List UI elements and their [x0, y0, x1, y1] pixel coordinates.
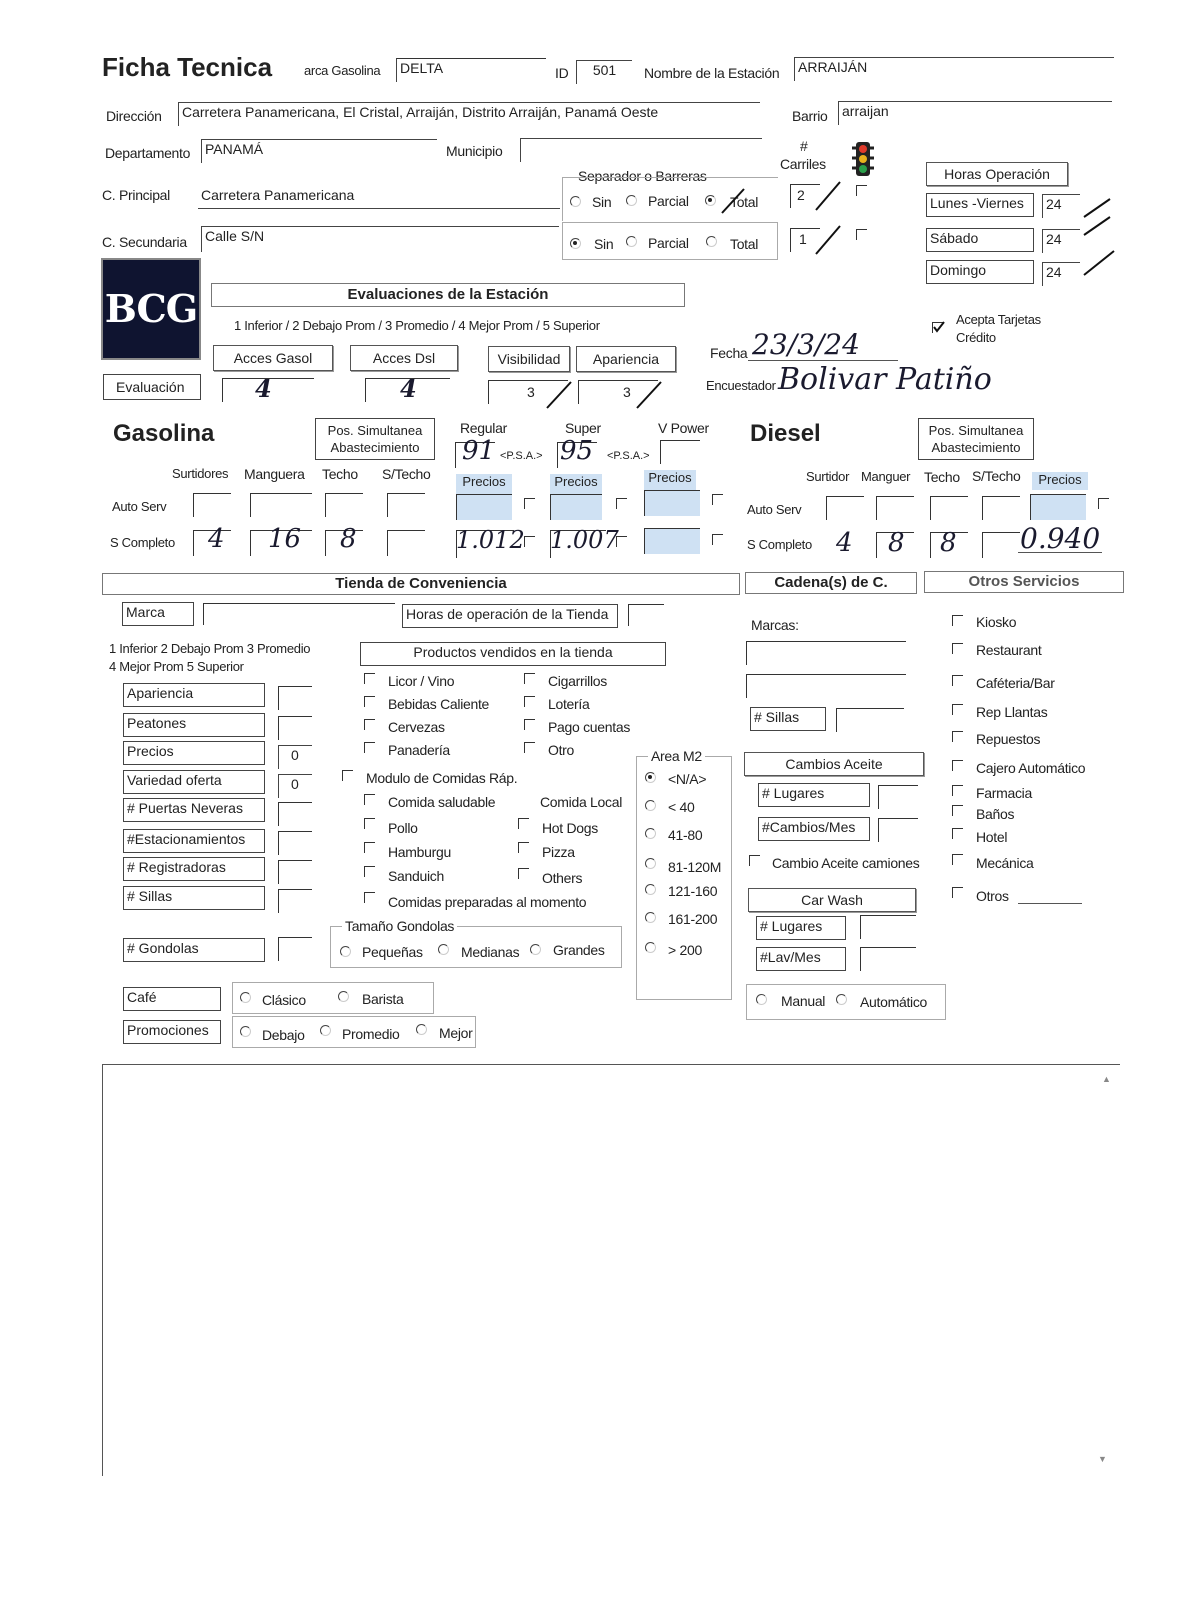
camiones-checkbox[interactable] [749, 855, 760, 866]
pago-label: Pago cuentas [548, 719, 631, 735]
s-completo-label: S Completo [110, 535, 175, 550]
sc-precio-super-value: 1.007 [550, 526, 619, 554]
departamento-field[interactable]: PANAMÁ [201, 139, 437, 163]
area-na-radio[interactable] [645, 772, 656, 783]
as-precio-vpower-field[interactable] [644, 490, 700, 516]
carriles-principal-checkbox[interactable] [856, 185, 867, 196]
banos-label: Baños [976, 806, 1015, 822]
fecha-label: Fecha [710, 345, 748, 361]
modulo-label: Modulo de Comidas Ráp. [366, 770, 518, 786]
area-4-radio[interactable] [645, 884, 656, 895]
apariencia-field[interactable]: 3 [578, 380, 658, 404]
panaderia-label: Panadería [388, 742, 450, 758]
licor-checkbox[interactable] [364, 673, 375, 684]
sanduich-checkbox[interactable] [364, 866, 375, 877]
municipio-label: Municipio [446, 143, 503, 159]
apariencia-button[interactable]: Apariencia [576, 346, 676, 372]
page-title: Ficha Tecnica [102, 52, 273, 82]
lav-mes-field[interactable] [860, 947, 916, 971]
horas-tienda-field[interactable] [628, 604, 664, 626]
sc-surtidores-value: 4 [208, 524, 225, 554]
d-as-checkbox[interactable] [1098, 498, 1109, 509]
as-super-checkbox[interactable] [616, 498, 627, 509]
precios-super-button[interactable]: Precios [550, 474, 602, 494]
area-1-radio[interactable] [645, 800, 656, 811]
precios-regular-button[interactable]: Precios [456, 474, 512, 494]
cambios-mes-label: #Cambios/Mes [758, 817, 870, 841]
cambios-lugares-field[interactable] [878, 785, 918, 809]
cajero-label: Cajero Automático [976, 760, 1086, 776]
diesel-surtidor-label: Surtidor [806, 469, 850, 484]
regular-octane-value: 91 [462, 436, 496, 466]
horas-dom-label: Domingo [926, 260, 1034, 284]
visibilidad-field[interactable]: 3 [488, 380, 568, 404]
kiosko-checkbox[interactable] [952, 615, 963, 626]
principal-field[interactable]: Carretera Panamericana [198, 183, 560, 209]
promedio-radio[interactable] [320, 1025, 331, 1036]
gondolas-field[interactable] [278, 937, 312, 961]
acces-gasol-value: 4 [255, 374, 272, 403]
sep-sin-label: Sin [592, 194, 612, 210]
cw-lugares-field[interactable] [860, 915, 916, 939]
sc-manguera-value: 16 [268, 524, 302, 554]
mecanica-label: Mecánica [976, 855, 1034, 871]
horas-lv-label: Lunes -Viernes [926, 193, 1034, 217]
area-4-label: 121-160 [668, 883, 718, 899]
sep-total-label: Total [730, 194, 759, 210]
mecanica-checkbox[interactable] [952, 854, 963, 865]
diesel-auto-serv-label: Auto Serv [747, 502, 802, 517]
sc-stecho-field[interactable] [387, 530, 425, 556]
checkmark-icon [932, 320, 946, 337]
cajero-checkbox[interactable] [952, 760, 963, 771]
surtidores-label: Surtidores [172, 466, 229, 481]
super-label: Super [565, 420, 601, 436]
automatico-radio[interactable] [836, 994, 847, 1005]
sc-super-checkbox[interactable] [616, 536, 627, 547]
precios-tienda-label: Precios [123, 741, 265, 765]
fecha-value: 23/3/24 [752, 328, 860, 361]
evaluaciones-scale: 1 Inferior / 2 Debajo Prom / 3 Promedio / 4 Mejor Prom / 5 Superior [234, 318, 600, 333]
acces-dsl-value: 4 [400, 374, 417, 403]
cambios-aceite-button[interactable]: Cambios Aceite [744, 752, 924, 776]
manual-radio[interactable] [756, 994, 767, 1005]
area-6-label: > 200 [668, 942, 702, 958]
cigarrillos-checkbox[interactable] [524, 673, 535, 684]
pollo-checkbox[interactable] [364, 818, 375, 829]
diesel-s-completo-label: S Completo [747, 537, 812, 552]
marca-gasolina-field[interactable]: DELTA [396, 58, 546, 82]
d-as-stecho-field[interactable] [982, 496, 1020, 520]
horas-check-marks-icon [1080, 195, 1120, 288]
medianas-radio[interactable] [438, 944, 449, 955]
cambios-mes-field[interactable] [878, 818, 918, 842]
pollo-label: Pollo [388, 820, 418, 836]
bebidas-label: Bebidas Caliente [388, 696, 490, 712]
carriles-hash: # [800, 138, 808, 154]
repuestos-checkbox[interactable] [952, 731, 963, 742]
puertas-field[interactable] [278, 802, 312, 826]
diesel-pos-sim-box: Pos. Simultanea Abastecimiento [918, 418, 1034, 460]
scroll-up-icon[interactable]: ▲ [1102, 1074, 1111, 1084]
area-2-label: 41-80 [668, 827, 703, 843]
d-sc-surtidor-value: 4 [836, 528, 853, 558]
otro-checkbox[interactable] [524, 742, 535, 753]
promociones-label: Promociones [123, 1020, 221, 1044]
others-label: Others [542, 870, 583, 886]
estacionamientos-label: #Estacionamientos [123, 829, 265, 853]
debajo-radio[interactable] [240, 1026, 251, 1037]
carriles-secundaria-check-icon [814, 222, 844, 261]
sep-secundaria-parcial-radio[interactable] [626, 236, 637, 247]
area-title: Area M2 [648, 748, 705, 764]
diesel-manguer-label: Manguer [861, 469, 911, 484]
horas-sab-field[interactable]: 24 [1042, 229, 1080, 253]
diesel-stecho-label: S/Techo [972, 468, 1021, 484]
municipio-field[interactable] [520, 138, 762, 162]
cadena-sillas-label: # Sillas [750, 707, 826, 731]
otro-label: Otro [548, 742, 575, 758]
horas-sab-label: Sábado [926, 228, 1034, 252]
vpower-label: V Power [658, 420, 709, 436]
acepta-tarjetas-label: Acepta Tarjetas [956, 312, 1041, 327]
nombre-estacion-label: Nombre de la Estación [644, 65, 780, 81]
manual-label: Manual [781, 993, 826, 1009]
hotdogs-label: Hot Dogs [542, 820, 598, 836]
evaluacion-label: Evaluación [103, 374, 201, 400]
automatico-label: Automático [860, 994, 928, 1010]
diesel-techo-label: Techo [924, 469, 960, 485]
lav-mes-label: #Lav/Mes [756, 947, 846, 971]
debajo-label: Debajo [262, 1027, 305, 1043]
area-1-label: < 40 [668, 799, 695, 815]
cafeteria-checkbox[interactable] [952, 675, 963, 686]
psa-super-label: <P.S.A.> [607, 450, 650, 462]
area-3-radio[interactable] [645, 858, 656, 869]
pequenas-label: Pequeñas [362, 944, 423, 960]
sc-vpower-checkbox[interactable] [712, 534, 723, 545]
loteria-label: Lotería [548, 696, 590, 712]
secundaria-label: C. Secundaria [102, 234, 187, 250]
credito-label: Crédito [956, 330, 996, 345]
area-5-radio[interactable] [645, 912, 656, 923]
cafeteria-label: Caféteria/Bar [976, 675, 1055, 691]
separador-label: Separador o Barreras [578, 168, 707, 184]
pago-checkbox[interactable] [524, 719, 535, 730]
bcg-logo: BCG [101, 258, 201, 360]
apariencia-tienda-field[interactable] [278, 686, 312, 710]
restaurant-label: Restaurant [976, 642, 1042, 658]
encuestador-label: Encuestador [706, 378, 776, 393]
rep-llantas-label: Rep Llantas [976, 704, 1048, 720]
regular-label: Regular [460, 420, 507, 436]
hotel-label: Hotel [976, 829, 1008, 845]
notes-textarea[interactable] [102, 1064, 1120, 1476]
sc-regular-checkbox[interactable] [524, 536, 535, 547]
cw-lugares-label: # Lugares [756, 916, 846, 940]
as-techo-field[interactable] [325, 493, 363, 517]
as-stecho-field[interactable] [387, 493, 425, 517]
cadena-sillas-field[interactable] [836, 708, 904, 732]
marca-gasolina-label: arca Gasolina [304, 63, 381, 78]
horas-operacion-button[interactable]: Horas Operación [926, 162, 1068, 186]
scroll-down-icon[interactable]: ▼ [1098, 1454, 1107, 1464]
diesel-precios-button[interactable]: Precios [1032, 472, 1088, 490]
peatones-field[interactable] [278, 716, 312, 740]
registradoras-field[interactable] [278, 860, 312, 884]
variedad-label: Variedad oferta [123, 770, 265, 794]
grandes-label: Grandes [553, 942, 605, 958]
medianas-label: Medianas [461, 944, 520, 960]
clasico-radio[interactable] [240, 992, 251, 1003]
sc-precio-vpower-field[interactable] [644, 528, 700, 554]
sep-secundaria-total-radio[interactable] [706, 236, 717, 247]
panaderia-checkbox[interactable] [364, 742, 375, 753]
sep-principal-total-radio[interactable] [705, 195, 716, 206]
sep2-total-label: Total [730, 236, 759, 252]
sc-techo-value: 8 [340, 524, 357, 554]
restaurant-checkbox[interactable] [952, 643, 963, 654]
as-manguera-field[interactable] [250, 493, 312, 517]
direccion-label: Dirección [106, 108, 162, 124]
carriles-secundaria-field[interactable]: 1 [790, 228, 820, 252]
tienda-scale-2: 4 Mejor Prom 5 Superior [109, 659, 244, 674]
mejor-radio[interactable] [416, 1024, 427, 1035]
hamburgu-checkbox[interactable] [364, 842, 375, 853]
cadena-title: Cadena(s) de C. [745, 572, 917, 594]
precios-vpower-button[interactable]: Precios [644, 470, 696, 490]
manguera-label: Manguera [244, 466, 305, 482]
modulo-checkbox[interactable] [342, 770, 353, 781]
car-wash-button[interactable]: Car Wash [748, 888, 916, 912]
barista-label: Barista [362, 991, 404, 1007]
auto-serv-label: Auto Serv [112, 499, 167, 514]
sillas-tienda-label: # Sillas [123, 886, 265, 910]
sillas-tienda-field[interactable] [278, 889, 312, 913]
rep-llantas-checkbox[interactable] [952, 704, 963, 715]
d-as-surtidor-field[interactable] [826, 496, 864, 520]
sep2-sin-label: Sin [594, 236, 614, 252]
barrio-field[interactable]: arraijan [838, 101, 1112, 125]
precios-tienda-field[interactable]: 0 [278, 745, 312, 769]
marcas-field-1[interactable] [746, 641, 906, 665]
cervezas-label: Cervezas [388, 719, 445, 735]
area-5-label: 161-200 [668, 911, 718, 927]
d-sc-manguer-value: 8 [888, 528, 905, 558]
total-checkmark-icon [718, 185, 748, 224]
registradoras-label: # Registradoras [123, 857, 265, 881]
marca-label: Marca [122, 602, 194, 626]
horas-tienda-label: Horas de operación de la Tienda [402, 604, 618, 628]
otros-label: Otros [976, 888, 1009, 904]
nombre-estacion-field[interactable]: ARRAIJÁN [794, 57, 1114, 81]
super-octane-value: 95 [560, 436, 594, 466]
area-na-label: <N/A> [668, 771, 707, 787]
productos-title: Productos vendidos en la tienda [360, 642, 666, 666]
sep-principal-parcial-radio[interactable] [626, 195, 637, 206]
d-sc-precio-underline [1018, 552, 1102, 553]
otros-servicios-title: Otros Servicios [924, 571, 1124, 593]
visibilidad-check-icon [545, 380, 575, 413]
saludable-checkbox[interactable] [364, 794, 375, 805]
pequenas-radio[interactable] [340, 946, 351, 957]
horas-lv-field[interactable]: 24 [1042, 194, 1080, 218]
horas-dom-field[interactable]: 24 [1042, 262, 1080, 286]
id-field[interactable]: 501 [576, 60, 632, 84]
psa-regular-label: <P.S.A.> [500, 450, 543, 462]
sanduich-label: Sanduich [388, 868, 444, 884]
as-vpower-checkbox[interactable] [712, 494, 723, 505]
carriles-label: Carriles [780, 156, 826, 172]
d-as-precio-field[interactable] [1030, 494, 1086, 520]
farmacia-checkbox[interactable] [952, 785, 963, 796]
mejor-label: Mejor [439, 1025, 473, 1041]
d-sc-stecho-field[interactable] [982, 532, 1020, 558]
cigarrillos-label: Cigarrillos [548, 673, 607, 689]
gondolas-label: # Gondolas [123, 938, 265, 962]
estacionamientos-field[interactable] [278, 831, 312, 855]
otros-checkbox[interactable] [952, 887, 963, 898]
sep-principal-sin-radio[interactable] [570, 196, 581, 207]
puertas-label: # Puertas Neveras [123, 798, 265, 822]
id-label: ID [555, 65, 569, 81]
vpower-field[interactable] [660, 440, 700, 464]
barrio-label: Barrio [792, 108, 828, 124]
marcas-field-2[interactable] [746, 674, 906, 698]
carriles-principal-check-icon [814, 178, 844, 217]
apariencia-tienda-label: Apariencia [123, 683, 265, 707]
grandes-radio[interactable] [530, 944, 541, 955]
licor-label: Licor / Vino [388, 673, 455, 689]
departamento-label: Departamento [105, 145, 191, 161]
sep-parcial-label: Parcial [648, 193, 689, 209]
clasico-label: Clásico [262, 992, 306, 1008]
area-group [636, 756, 732, 1000]
marcas-label: Marcas: [751, 617, 799, 633]
pizza-label: Pizza [542, 844, 575, 860]
repuestos-label: Repuestos [976, 731, 1041, 747]
encuestador-signature: Bolivar Patiño [778, 362, 992, 397]
promedio-label: Promedio [342, 1026, 400, 1042]
tamano-gondolas-label: Tamaño Gondolas [342, 918, 457, 934]
tienda-scale-1: 1 Inferior 2 Debajo Prom 3 Promedio [109, 641, 311, 656]
secundaria-field[interactable]: Calle S/N [201, 226, 559, 252]
fecha-underline [748, 360, 898, 361]
local-label: Comida Local [540, 794, 622, 810]
area-3-label: 81-120M [668, 859, 722, 875]
preparadas-checkbox[interactable] [364, 892, 375, 903]
banos-checkbox[interactable] [952, 805, 963, 816]
cafe-label: Café [123, 987, 221, 1011]
area-6-radio[interactable] [645, 942, 656, 953]
d-sc-precio-value: 0.940 [1020, 522, 1101, 555]
d-as-techo-field[interactable] [930, 496, 968, 520]
as-regular-checkbox[interactable] [524, 498, 535, 509]
gasolina-title: Gasolina [113, 420, 215, 447]
hamburgu-label: Hamburgu [388, 844, 451, 860]
d-as-manguer-field[interactable] [876, 496, 914, 520]
hotdogs-checkbox[interactable] [518, 818, 529, 829]
loteria-checkbox[interactable] [524, 696, 535, 707]
otros-underline [1018, 903, 1082, 904]
as-precio-regular-field[interactable] [456, 494, 512, 520]
tienda-conveniencia-title: Tienda de Conveniencia [102, 573, 740, 595]
cambios-lugares-label: # Lugares [758, 783, 870, 807]
sc-precio-regular-value: 1.012 [456, 526, 525, 554]
acces-gasol-button[interactable]: Acces Gasol [213, 345, 333, 371]
barista-radio[interactable] [338, 991, 349, 1002]
carriles-secundaria-checkbox[interactable] [856, 229, 867, 240]
others-checkbox[interactable] [518, 868, 529, 879]
principal-label: C. Principal [102, 187, 170, 203]
variedad-field[interactable]: 0 [278, 774, 312, 798]
visibilidad-button[interactable]: Visibilidad [488, 346, 570, 372]
techo-label: Techo [322, 466, 358, 482]
camiones-label: Cambio Aceite camiones [772, 855, 920, 871]
gasolina-pos-sim-box: Pos. Simultanea Abastecimiento [315, 418, 435, 460]
as-precio-super-field[interactable] [550, 494, 602, 520]
farmacia-label: Farmacia [976, 785, 1032, 801]
marca-field[interactable] [203, 603, 395, 625]
evaluaciones-title: Evaluaciones de la Estación [211, 283, 685, 307]
sep-secundaria-sin-radio[interactable] [570, 238, 581, 249]
hotel-checkbox[interactable] [952, 828, 963, 839]
traffic-light-icon [850, 140, 876, 180]
apariencia-check-icon [635, 380, 665, 413]
stecho-label: S/Techo [382, 466, 431, 482]
acces-dsl-button[interactable]: Acces Dsl [350, 345, 458, 371]
peatones-label: Peatones [123, 713, 265, 737]
kiosko-label: Kiosko [976, 614, 1017, 630]
saludable-label: Comida saludable [388, 794, 496, 810]
bebidas-checkbox[interactable] [364, 696, 375, 707]
as-surtidores-field[interactable] [193, 493, 231, 517]
diesel-title: Diesel [750, 420, 821, 447]
sep2-parcial-label: Parcial [648, 235, 689, 251]
direccion-field[interactable]: Carretera Panamericana, El Cristal, Arraiján, Distrito Arraiján, Panamá Oeste [178, 102, 760, 126]
d-sc-techo-value: 8 [940, 528, 957, 558]
carriles-principal-field[interactable]: 2 [790, 184, 820, 208]
pizza-checkbox[interactable] [518, 842, 529, 853]
preparadas-label: Comidas preparadas al momento [388, 894, 587, 910]
area-2-radio[interactable] [645, 828, 656, 839]
cervezas-checkbox[interactable] [364, 719, 375, 730]
